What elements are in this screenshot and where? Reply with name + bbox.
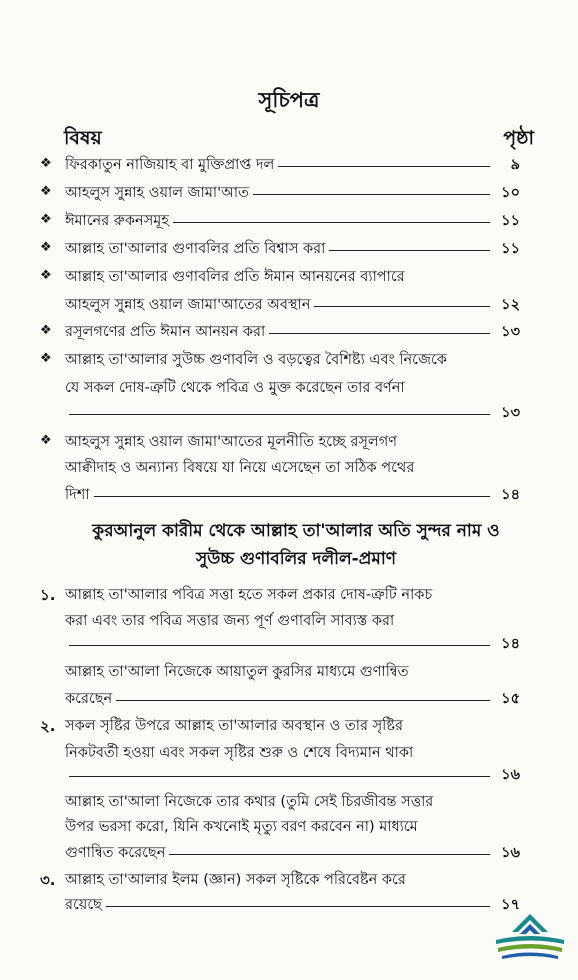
leader-line (269, 333, 490, 334)
toc-entry-text: ফিরকাতুন নাজিয়াহ বা মুক্তিপ্রাপ্ত দল (65, 157, 275, 173)
toc-entry-text: উপর ভরসা করো, যিনি কখনোই মৃত্যু বরণ করবেন না) মাধ্যমে (65, 819, 418, 835)
leader-line (106, 906, 490, 907)
toc-entry-line[interactable] (65, 816, 520, 840)
leader-line (69, 776, 490, 777)
leader-line (253, 194, 490, 195)
toc-entry-text: যে সকল দোষ-ত্রুটি থেকে পবিত্র ও মুক্ত করেছেন তার বর্ণনা (65, 380, 405, 396)
item-number: ১. (40, 586, 56, 604)
toc-entry-text: আক্বীদাহ ও অন্যান্য বিষয়ে যা নিয়ে এসেছেন তা সঠিক পথের (65, 460, 415, 476)
toc-entry-page: ১১ (501, 213, 520, 229)
toc-entry-text: আল্লাহ তা'আলার গুণাবলির প্রতি ঈমান আনয়নের ব্যাপারে (65, 269, 405, 285)
toc-entry-line[interactable] (65, 266, 520, 290)
toc-entry[interactable] (65, 321, 520, 345)
leader-line (314, 306, 490, 307)
toc-entry-text: করা এবং তার পবিত্র সত্তার জন্য পূর্ণ গুণাবলি সাব্যস্ত করা (65, 613, 395, 629)
toc-entry[interactable] (65, 894, 520, 918)
toc-entry-line[interactable] (65, 661, 520, 685)
toc-entry-page: ১০ (501, 185, 520, 201)
toc-entry-page: ১৬ (501, 767, 520, 783)
bullet-icon: ❖ (40, 433, 52, 448)
toc-entry-line[interactable] (65, 791, 520, 815)
toc-entry-line[interactable] (65, 715, 520, 739)
toc-entry-page: ১৪ (501, 636, 520, 652)
leader-line (94, 496, 490, 497)
toc-entry-line[interactable] (65, 869, 520, 893)
item-number: ২. (40, 717, 56, 735)
toc-entry-page: ১৪ (501, 487, 520, 503)
bullet-icon: ❖ (40, 240, 52, 255)
page-number-header: পৃষ্ঠা (503, 127, 534, 149)
toc-entry[interactable] (65, 238, 520, 262)
toc-entry[interactable] (65, 182, 520, 206)
bullet-icon: ❖ (40, 212, 52, 227)
page-title: সূচিপত্র (258, 88, 320, 112)
toc-entry-text: গুণান্বিত করেছেন (65, 845, 166, 861)
toc-entry-page: ১৩ (501, 324, 520, 340)
bullet-icon: ❖ (40, 351, 52, 366)
toc-entry-page: ১২ (501, 297, 520, 313)
toc-entry-text: রয়েছে (65, 897, 102, 913)
bullet-icon: ❖ (40, 268, 52, 283)
toc-entry-text: আহলুস সুন্নাহ ওয়াল জামা'আত (65, 185, 249, 201)
toc-entry-text: আল্লাহ তা'আলার গুণাবলির প্রতি বিশ্বাস করা (65, 241, 326, 257)
toc-entry[interactable] (65, 688, 520, 712)
toc-entry-line[interactable] (65, 610, 520, 634)
bullet-icon: ❖ (40, 323, 52, 338)
toc-entry-text: সকল সৃষ্টির উপরে আল্লাহ তা'আলার অবস্থান ও তার সৃষ্টির (65, 718, 403, 734)
toc-entry-page: ১৭ (501, 897, 520, 913)
toc-entry-text: রসূলগণের প্রতি ঈমান আনয়ন করা (65, 324, 266, 340)
toc-entry-text: আহলুস সুন্নাহ ওয়াল জামা'আতের অবস্থান (65, 297, 311, 313)
toc-entry-text: আল্লাহ তা'আলার পবিত্র সত্তা হতে সকল প্রকার দোষ-ত্রুটি নাকচ (65, 587, 433, 603)
section-title: সুউচ্চ গুণাবলির দলীল-প্রমাণ (195, 549, 397, 569)
subject-header: বিষয় (64, 127, 102, 149)
toc-entry-page: ১৫ (501, 691, 520, 707)
toc-entry[interactable] (65, 402, 520, 426)
toc-entry-text: আল্লাহ তা'আলা নিজেকে তার কথার (তুমি সেই চিরজীবন্ত সত্তার (65, 794, 434, 810)
item-number: ৩. (40, 871, 56, 889)
toc-entry-page: ১৬ (501, 845, 520, 861)
toc-entry[interactable] (65, 764, 520, 788)
toc-entry-line[interactable] (65, 584, 520, 608)
publisher-logo-icon (490, 910, 570, 962)
toc-entry-page: ১৩ (501, 405, 520, 421)
leader-line (278, 166, 490, 167)
leader-line (329, 250, 490, 251)
toc-entry-text: দিশা (65, 487, 90, 503)
leader-line (169, 854, 490, 855)
toc-entry-line[interactable] (65, 349, 520, 373)
toc-entry-text: ঈমানের রুকনসমূহ (65, 213, 169, 229)
toc-entry-text: করেছেন (65, 691, 113, 707)
leader-line (116, 700, 490, 701)
toc-entry[interactable] (65, 294, 520, 318)
toc-entry-text: নিকটবর্তী হওয়া এবং সকল সৃষ্টির শুরু ও শেষে বিদ্যমান থাকা (65, 745, 414, 761)
toc-entry-line[interactable] (65, 431, 520, 455)
toc-entry-page: ৯ (510, 157, 520, 173)
toc-entry-text: আহলুস সুন্নাহ ওয়াল জামা'আতের মূলনীতি হচ্ছে রসূলগণ (65, 434, 397, 450)
toc-entry-text: আল্লাহ তা'আলার ইলম (জ্ঞান) সকল সৃষ্টিকে পরিবেষ্টন করে (65, 872, 406, 888)
toc-entry[interactable] (65, 842, 520, 866)
toc-entry-page: ১১ (501, 241, 520, 257)
section-title: কুরআনুল কারীম থেকে আল্লাহ তা'আলার অতি সুন্দর নাম ও (92, 521, 500, 541)
toc-entry-line[interactable] (65, 377, 520, 401)
toc-entry-line[interactable] (65, 742, 520, 766)
leader-line (69, 414, 490, 415)
bullet-icon: ❖ (40, 184, 52, 199)
toc-entry[interactable] (65, 210, 520, 234)
toc-entry-text: আল্লাহ তা'আলা নিজেকে আয়াতুল কুরসির মাধ্যমে গুণান্বিত (65, 664, 409, 680)
toc-entry[interactable] (65, 154, 520, 178)
leader-line (173, 222, 490, 223)
bullet-icon: ❖ (40, 156, 52, 171)
toc-entry[interactable] (65, 633, 520, 657)
leader-line (69, 645, 490, 646)
toc-entry-text: আল্লাহ তা'আলার সুউচ্চ গুণাবলি ও বড়ত্বের বৈশিষ্ট্য এবং নিজেকে (65, 352, 447, 368)
toc-entry[interactable] (65, 484, 520, 508)
toc-entry-line[interactable] (65, 457, 520, 481)
